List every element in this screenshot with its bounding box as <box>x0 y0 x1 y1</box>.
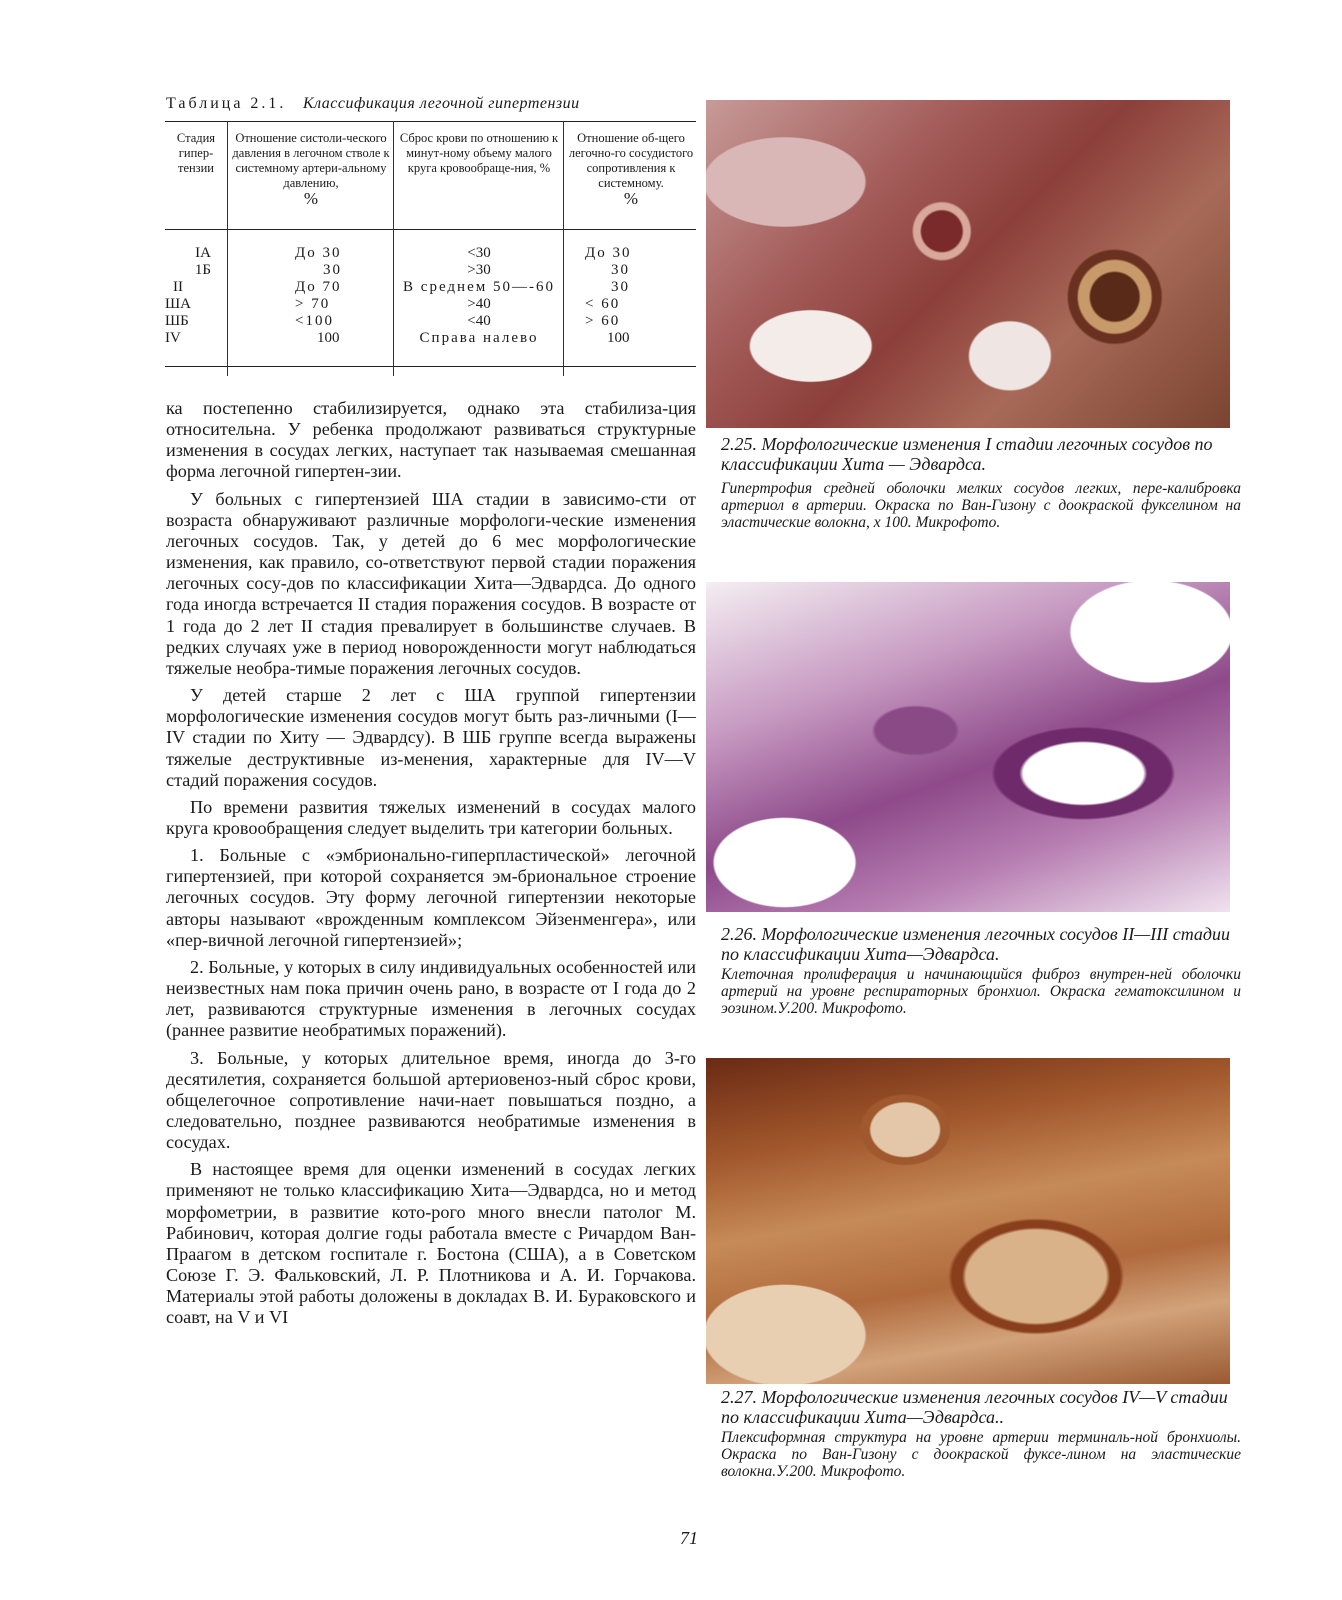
table-top-rule <box>165 121 696 122</box>
table-cell: 100 <box>317 330 340 346</box>
table-column-resistance <box>585 245 685 347</box>
micrograph-figure-2-25 <box>706 100 1230 428</box>
body-text <box>166 398 696 1335</box>
table-cell: >30 <box>467 262 491 278</box>
table-cell: До 30 <box>295 245 342 261</box>
paragraph: 2. Больные, у которых в силу индивидуальных особенностей или неизвестных нам пока причин очень рано, в возрасте от I года до 2 лет, развиваются структурные изменения в легочных сосудах (раннее развитие необратимых поражений). <box>166 956 696 1041</box>
table-cell: ША <box>165 296 191 312</box>
table-header-pressure-text: Отношение систоли-ческого давления в легочном стволе к системному артери-альному давлению, <box>232 131 390 190</box>
table-header-resistance-text: Отношение об-щего легочно-го сосудистого сопротивления к системному. <box>568 131 694 190</box>
table-column-divider <box>393 121 394 376</box>
figure-caption-description: Клеточная пролиферация и начинающийся фиброз внутрен-ней оболочки артерий на уровне респираторных бронхиол. Окраска гематоксилином и эозином.У.200. Микрофото. <box>721 966 1241 1017</box>
figure-number: 2.25. <box>721 434 757 454</box>
table-header-rule <box>165 229 696 230</box>
figure-caption-description: Плексиформная структура на уровне артерии терминаль-ной бронхиолы. Окраска по Ван-Гизону с доокраской фуксе-лином на эластические волокна.У.200. Микрофото. <box>721 1429 1241 1480</box>
figure-title: Морфологические изменения легочных сосудов II—III стадии по классификации Хита—Эдвардса. <box>721 924 1231 964</box>
table-cell: < 60 <box>585 296 621 312</box>
table-header-percent: % <box>303 189 319 208</box>
paragraph: У детей старше 2 лет с ША группой гипертензии морфологические изменения сосудов могут быть раз-личными (I—IV стадии по Хиту — Эдвардсу). В ШБ группе всегда выражены тяжелые деструктивные из-менения, характерные для IV—V стадий поражения сосудов. <box>166 685 696 790</box>
table-header-shunt: Сброс крови по отношению к минут-ному объему малого круга кровообраще-ния, % <box>399 131 559 175</box>
figure-number: 2.27. <box>721 1387 757 1407</box>
table-column-divider <box>563 121 564 376</box>
paragraph: 1. Больные с «эмбрионально-гиперпластической» легочной гипертензией, при которой сохраняется эм-бриональное строение легочных сосудов. Эту форму легочной гипертензии некоторые авторы называют «врожденным комплексом Эйзенменгера», или «пер-вичной легочной гипертензией»; <box>166 845 696 950</box>
table-column-stages <box>165 245 211 347</box>
figure-number: 2.26. <box>721 924 757 944</box>
table-cell: В среднем 50—-60 <box>403 279 555 295</box>
table-cell: 1Б <box>194 262 211 278</box>
table-header-resistance <box>567 131 695 206</box>
table-column-pressure <box>295 245 375 347</box>
table-cell: IA <box>195 245 211 261</box>
table-cell: > 60 <box>585 313 621 329</box>
table-header-pressure <box>231 131 391 206</box>
table-cell: Справа налево <box>419 330 539 346</box>
table-cell: 30 <box>611 262 630 278</box>
table-bottom-rule <box>165 366 696 367</box>
table-cell: IV <box>165 330 181 346</box>
figure-caption-title <box>721 1387 1241 1427</box>
page-number: 71 <box>680 1528 698 1548</box>
table-cell: 30 <box>611 279 630 295</box>
paragraph: 3. Больные, у которых длительное время, иногда до 3-го десятилетия, сохраняется большой артериовеноз-ный сброс крови, общелегочное сопротивление начи-нает повышаться поздно, а следовательно, позднее развиваются необратимые изменения в сосудах. <box>166 1047 696 1153</box>
table-caption: Классификация легочной гипертензии <box>302 95 580 112</box>
table-cell: > 70 <box>295 296 331 312</box>
table-cell: <30 <box>467 245 491 261</box>
table-header-stage: Стадия гипер-тензии <box>176 131 216 175</box>
paragraph: У больных с гипертензией ША стадии в зависимо-сти от возраста обнаруживают различные морфологи-ческие изменения легочных сосудов. Так, у детей до 6 мес морфологические изменения, как правило, со-ответствуют первой стадии поражения легочных сосу-дов по классификации Хита—Эдвардса. До одного года иногда встречается II стадия поражения сосудов. В возрасте от 1 года до 2 лет II стадия превалирует в большинстве случаев. В редких случаях уже в период новорожденности могут наблюдаться тяжелые необра-тимые поражения легочных сосудов. <box>166 488 696 678</box>
table-column-shunt <box>397 245 561 347</box>
figure-title: Морфологические изменения I стадии легочных сосудов по классификации Хита — Эдвардса. <box>721 434 1213 474</box>
table-title <box>166 95 696 113</box>
table-header-percent: % <box>623 189 639 208</box>
table-column-divider <box>227 121 228 376</box>
table-cell: До 70 <box>295 279 342 295</box>
table-cell: ШБ <box>165 313 189 329</box>
micrograph-figure-2-26 <box>706 582 1230 912</box>
figure-caption-description: Гипертрофия средней оболочки мелких сосудов легких, пере-калибровка артериол в артерии. Окраска по Ван-Гизону с доокраской фукселином на эластические волокна, х 100. Микрофото. <box>721 480 1241 531</box>
table-cell: 100 <box>607 330 630 346</box>
classification-table <box>165 121 696 376</box>
figure-title: Морфологические изменения легочных сосудов IV—V стадии по классификации Хита—Эдвардса.. <box>721 1387 1228 1427</box>
paragraph: В настоящее время для оценки изменений в сосудах легких применяют не только классификацию Хита—Эдвардса, но и метод морфометрии, в развитие кото-рого много внесли патолог М. Рабинович, которая долгие годы работала вместе с Ричардом Ван-Праагом в детском госпитале г. Бостона (США), а в Советском Союзе Г. Э. Фальковский, Л. Р. Плотникова и А. И. Горчакова. Материалы этой работы доложены в докладах В. И. Бураковского и соавт, на V и VI <box>166 1159 696 1328</box>
paragraph: ка постепенно стабилизируется, однако эта стабилиза-ция относительна. У ребенка продолжают развиваться структурные изменения в сосудах легких, наступает так называемая смешанная форма легочной гипертен-зии. <box>166 398 696 482</box>
table-cell: До 30 <box>585 245 632 261</box>
table-cell: >40 <box>467 296 491 312</box>
table-cell: <100 <box>295 313 334 329</box>
paragraph: По времени развития тяжелых изменений в сосудах малого круга кровообращения следует выделить три категории больных. <box>166 796 696 838</box>
figure-caption-title <box>721 924 1241 964</box>
figure-caption-title <box>721 434 1241 474</box>
table-cell: 30 <box>323 262 342 278</box>
table-cell: II <box>173 279 183 295</box>
table-cell: <40 <box>467 313 491 329</box>
micrograph-figure-2-27 <box>706 1058 1230 1384</box>
table-label: Таблица 2.1. <box>166 95 287 112</box>
